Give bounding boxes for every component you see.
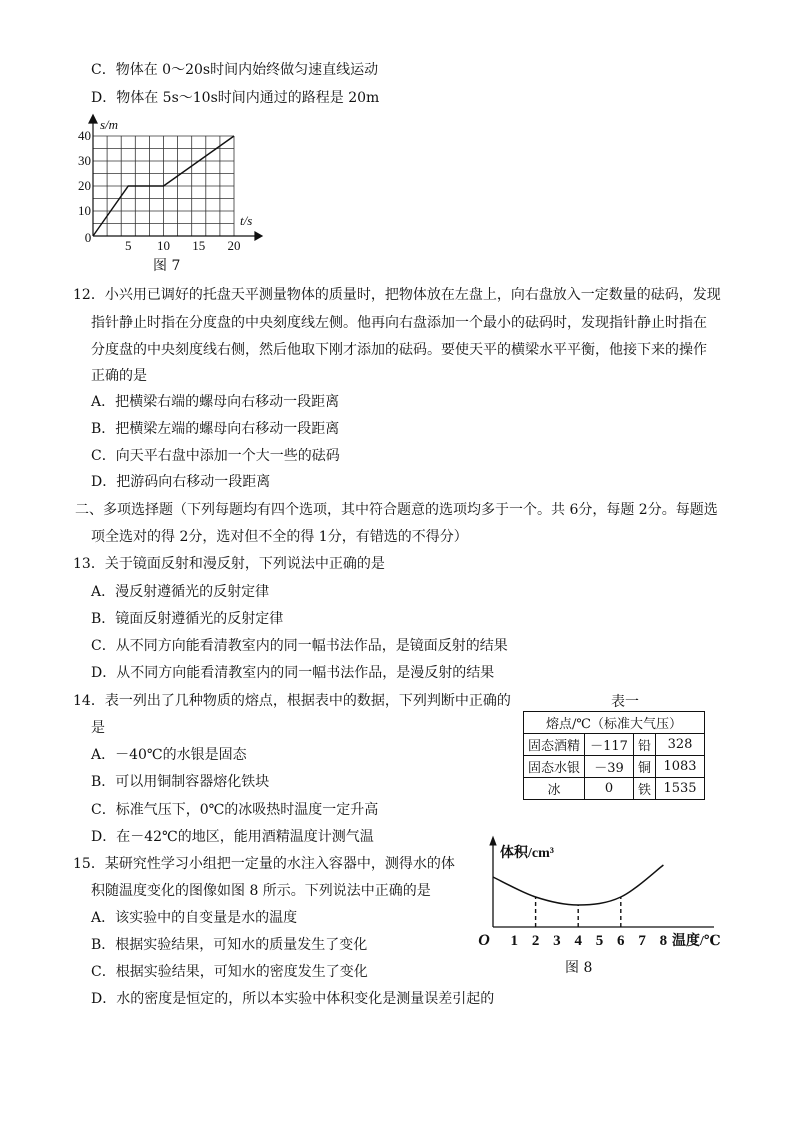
table-cell: 0 [585, 778, 634, 800]
q14-option-c: C．标准气压下，0℃的冰吸热时温度一定升高 [91, 802, 379, 818]
q15-stem-line-2: 积随温度变化的图像如图 8 所示。下列说法中正确的是 [91, 883, 431, 899]
fig7-y-tick-label: 10 [78, 203, 91, 218]
fig8-x-tick-label: 5 [595, 933, 604, 949]
fig8-x-tick-label: 1 [510, 933, 519, 949]
q13-option-b: B．镜面反射遵循光的反射定律 [91, 611, 284, 627]
fig8-x-label: 温度/℃ [672, 934, 721, 949]
fig8-x-tick-label: 8 [659, 933, 668, 949]
figure-8-graph [476, 833, 722, 953]
fig8-origin: O [478, 932, 490, 949]
q13-option-a: A．漫反射遵循光的反射定律 [91, 584, 270, 600]
q15-stem-line-1: 15．某研究性学习小组把一定量的水注入容器中，测得水的体 [73, 856, 455, 872]
fig8-y-label: 体积/cm³ [500, 846, 554, 861]
q12-stem-line-3: 分度盘的中央刻度线右侧，然后他取下刚才添加的砝码。要使天平的横梁水平平衡，他接下来的操作 [91, 342, 707, 358]
table-cell: 冰 [524, 778, 585, 800]
q15-option-c: C．根据实验结果，可知水的密度发生了变化 [91, 964, 368, 980]
q14-stem-line-2: 是 [91, 720, 105, 736]
q11-option-d: D．物体在 5s～10s时间内通过的路程是 20m [91, 90, 380, 106]
table-cell: 铜 [634, 756, 656, 778]
fig7-y-arrow [89, 115, 97, 123]
q12-stem-line-2: 指针静止时指在分度盘的中央刻度线左侧。他再向右盘添加一个最小的砝码时，发现指针静止时指在 [91, 315, 707, 331]
table-row [524, 734, 705, 756]
q14-option-d: D．在－42℃的地区，能用酒精温度计测气温 [91, 829, 374, 845]
q13-option-d: D．从不同方向能看清教室内的同一幅书法作品，是漫反射的结果 [91, 665, 495, 681]
fig7-y-tick-label: 30 [78, 153, 91, 168]
table-cell: 固态酒精 [524, 734, 585, 756]
q12-stem-line-1: 12．小兴用已调好的托盘天平测量物体的质量时，把物体放在左盘上，向右盘放入一定数量的砝码，发现 [73, 287, 721, 303]
q13-option-c: C．从不同方向能看清教室内的同一幅书法作品，是镜面反射的结果 [91, 638, 508, 654]
fig7-y-tick-label: 20 [78, 178, 91, 193]
section-2-heading: 二、多项选择题（下列每题均有四个选项，其中符合题意的选项均多于一个。共 6分，每题 2分。每题选 [75, 502, 718, 518]
table-cell: 固态水银 [524, 756, 585, 778]
fig7-x-tick-label: 15 [192, 238, 206, 253]
table-cell: －117 [585, 734, 634, 756]
table-row [524, 778, 705, 800]
fig7-origin: 0 [84, 230, 92, 245]
fig7-x-arrow [255, 232, 262, 240]
q12-option-c: C．向天平右盘中添加一个大一些的砝码 [91, 448, 340, 464]
table-cell: 铅 [634, 734, 656, 756]
q12-stem-line-4: 正确的是 [91, 368, 147, 384]
section-2-heading-cont: 项全选对的得 2分，选对但不全的得 1分，有错选的不得分） [91, 529, 468, 545]
fig8-y-arrow [490, 837, 496, 845]
fig8-x-tick-label: 7 [638, 933, 646, 949]
table-cell: 328 [656, 734, 705, 756]
q15-option-b: B．根据实验结果，可知水的质量发生了变化 [91, 937, 368, 953]
table-cell: 1083 [656, 756, 705, 778]
figure-7-graph [78, 115, 270, 253]
fig7-x-tick-label: 20 [227, 238, 241, 253]
q14-option-a: A．－40℃的水银是固态 [91, 747, 247, 763]
table-1-header: 熔点/℃（标准大气压） [524, 712, 705, 734]
q14-option-b: B．可以用铜制容器熔化铁块 [91, 774, 270, 790]
fig7-y-tick-label: 40 [78, 128, 91, 143]
fig8-x-tick-label: 6 [617, 933, 625, 949]
q12-option-a: A．把横梁右端的螺母向右移动一段距离 [91, 394, 340, 410]
fig8-x-tick-label: 4 [574, 933, 582, 949]
fig8-volume-curve [493, 865, 663, 905]
fig8-x-tick-label: 3 [553, 933, 561, 949]
q13-stem: 13．关于镜面反射和漫反射，下列说法中正确的是 [73, 556, 385, 572]
table-1 [523, 711, 705, 800]
figure-8-caption: 图 8 [565, 960, 593, 976]
q15-option-d: D．水的密度是恒定的，所以本实验中体积变化是测量误差引起的 [91, 991, 495, 1007]
fig7-x-tick-label: 10 [157, 238, 170, 253]
q11-option-c: C．物体在 0～20s时间内始终做匀速直线运动 [91, 62, 379, 78]
table-row [524, 756, 705, 778]
figure-7-caption: 图 7 [153, 258, 181, 274]
q14-stem-line-1: 14．表一列出了几种物质的熔点，根据表中的数据，下列判断中正确的 [73, 693, 511, 709]
fig7-x-tick-label: 5 [125, 238, 132, 253]
fig7-y-label: s/m [100, 117, 119, 132]
table-cell: 铁 [634, 778, 656, 800]
fig7-x-label: t/s [240, 213, 253, 228]
q12-option-d: D．把游码向右移动一段距离 [91, 474, 271, 490]
q15-option-a: A．该实验中的自变量是水的温度 [91, 910, 298, 926]
table-cell: 1535 [656, 778, 705, 800]
table-cell: －39 [585, 756, 634, 778]
table-1-caption: 表一 [611, 694, 639, 710]
q12-option-b: B．把横梁左端的螺母向右移动一段距离 [91, 421, 340, 437]
fig8-x-tick-label: 2 [531, 933, 540, 949]
